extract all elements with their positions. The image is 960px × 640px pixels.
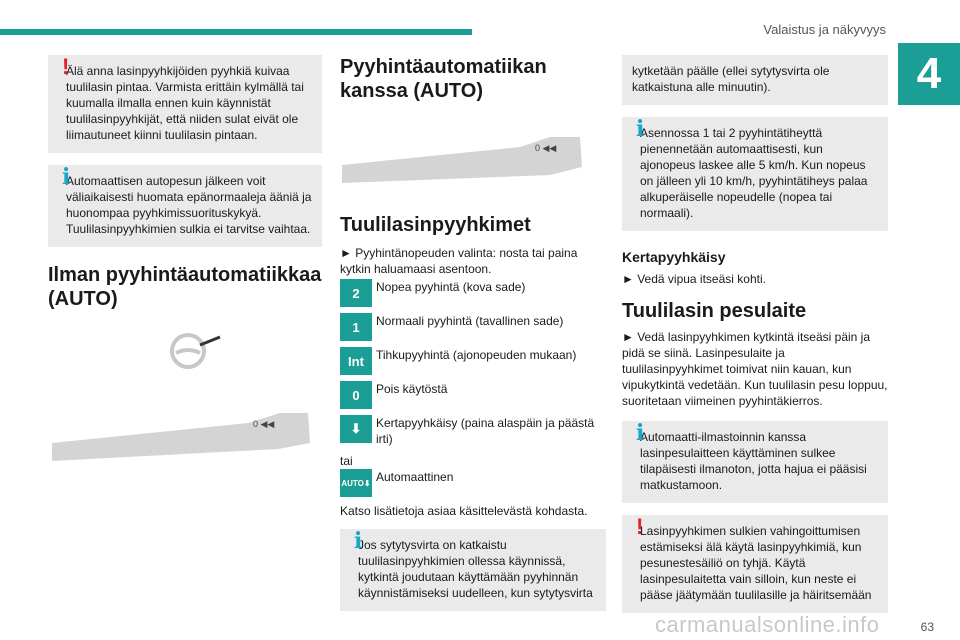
info-box (622, 117, 888, 231)
see-more-text: Katso lisätietoja asiaa käsittelevästä kohdasta. (340, 504, 588, 518)
info-text: Automaattisen autopesun jälkeen voit väliaikaisesti huomata epänormaaleja ääniä ja huonompaa pyyhkimissuorituskykyä. Tuulilasinpyyhkimien sulkia ei tarvitse vaihtaa. (66, 174, 312, 236)
mode-1-icon: 1 (340, 313, 372, 341)
info-icon: i (354, 528, 363, 554)
watermark: carmanualsonline.info (655, 612, 880, 637)
wiper-stalk-auto-illustration (340, 117, 590, 197)
auto-icon: AUTO⬇ (340, 469, 372, 497)
intro-text: ► Pyyhintänopeuden valinta: nosta tai paina kytkin haluamaasi asentoon. (340, 246, 578, 276)
svg-text:0 ◀◀: 0 ◀◀ (535, 143, 557, 153)
info-icon: i (636, 420, 645, 446)
warning-icon: ! (62, 54, 70, 79)
mode-text: Tihkupyyhintä (ajonopeuden mukaan) (376, 348, 577, 362)
warning-text: Lasinpyyhkimen sulkien vahingoittumisen estämiseksi älä käytä lasinpyyhkimiä, kun pesunestesäiliö on tyhjä. Käytä lasinpesulaitetta vain silloin, kun neste ei pääse jäätymään tuulilasille ja häiritsemään (640, 524, 872, 602)
continued-text: kytketään päälle (ellei sytytysvirta ole katkaistuna alle minuutin). (632, 64, 830, 94)
mode-text: Kertapyyhkäisy (paina alaspäin ja päästä irti) (376, 416, 595, 446)
info-text: Jos sytytysvirta on katkaistu tuulilasinpyyhkimien ollessa käynnissä, kytkintä joudutaan käyttämään pyyhinnän käynnistämiseksi uudelleen, kun sytytysvirta (358, 538, 593, 600)
mode-2-icon: 2 (340, 279, 372, 307)
info-icon: i (62, 164, 71, 190)
warning-icon: ! (636, 514, 644, 539)
chapter-number: 4 (898, 43, 960, 105)
section-heading: Tuulilasinpyyhkimet (340, 214, 531, 236)
info-text: Asennossa 1 tai 2 pyyhintätiheyttä pienennetään automaattisesti, kun ajonopeus laskee alle 5 km/h. Kun nopeus on jälleen yli 10 km/h, pyyhintätiheys palaa alkuperäiselle nopeudelle (nopea tai normaali). (640, 126, 868, 220)
mode-fast (340, 279, 606, 307)
info-box (48, 165, 322, 247)
column-1 (48, 55, 322, 467)
column-3 (622, 55, 888, 625)
mode-text: Pois käytöstä (376, 382, 448, 396)
page-number: 63 (920, 620, 934, 634)
mode-intermittent (340, 347, 606, 375)
steering-wheel-icon (168, 327, 288, 377)
mode-normal (340, 313, 606, 341)
warning-box (622, 515, 888, 613)
mode-text: Nopea pyyhintä (kova sade) (376, 280, 526, 294)
column-2 (340, 55, 606, 623)
warning-box (48, 55, 322, 153)
mode-int-icon: Int (340, 347, 372, 375)
svg-text:0 ◀◀: 0 ◀◀ (253, 419, 275, 429)
mode-auto (340, 469, 606, 497)
section-heading: Ilman pyyhintäautomatiikkaa (AUTO) (48, 264, 322, 310)
header-bar (0, 29, 472, 35)
info-box (340, 529, 606, 611)
mode-single (340, 415, 606, 447)
or-text: tai (340, 454, 353, 468)
mode-text: Normaali pyyhintä (tavallinen sade) (376, 314, 564, 328)
section-heading: Tuulilasin pesulaite (622, 300, 807, 322)
info-text: Automaatti-ilmastoinnin kanssa lasinpesulaitteen käyttäminen sulkee tilapäisesti ilmanoton, jotta hajua ei pääsisi matkustamoon. (640, 430, 867, 492)
section-heading: Kertapyyhkäisy (622, 249, 726, 265)
warning-text: Älä anna lasinpyyhkijöiden pyyhkiä kuivaa tuulilasin pintaa. Varmista erittäin kylmällä tai kuumalla ilmalla ennen kuin käynnistät tuulilasinpyyhkijät, että niiden sulat eivät ole liimautuneet kiinni tuulilasin pintaan. (66, 64, 304, 142)
mode-list (340, 279, 606, 447)
info-box (622, 421, 888, 503)
continued-box (622, 55, 888, 105)
mode-text: Automaattinen (376, 470, 454, 484)
wiper-stalk-illustration (48, 387, 322, 467)
single-wipe-text: ► Vedä vipua itseäsi kohti. (622, 272, 766, 286)
washer-text: ► Vedä lasinpyyhkimen kytkintä itseäsi päin ja pidä se siinä. Lasinpesulaite ja tuulilasinpyyhkimet toimivat niin kauan, kun vipukytkintä vedetään. Kun tuulilasin pesu loppuu, suoritetaan viimeinen pyyhintäkierros. (622, 330, 888, 408)
mode-0-icon: 0 (340, 381, 372, 409)
info-icon: i (636, 116, 645, 142)
single-wipe-icon: ⬇ (340, 415, 372, 443)
section-heading: Pyyhintäautomatiikan kanssa (AUTO) (340, 56, 547, 102)
section-title: Valaistus ja näkyvyys (763, 22, 886, 37)
mode-off (340, 381, 606, 409)
